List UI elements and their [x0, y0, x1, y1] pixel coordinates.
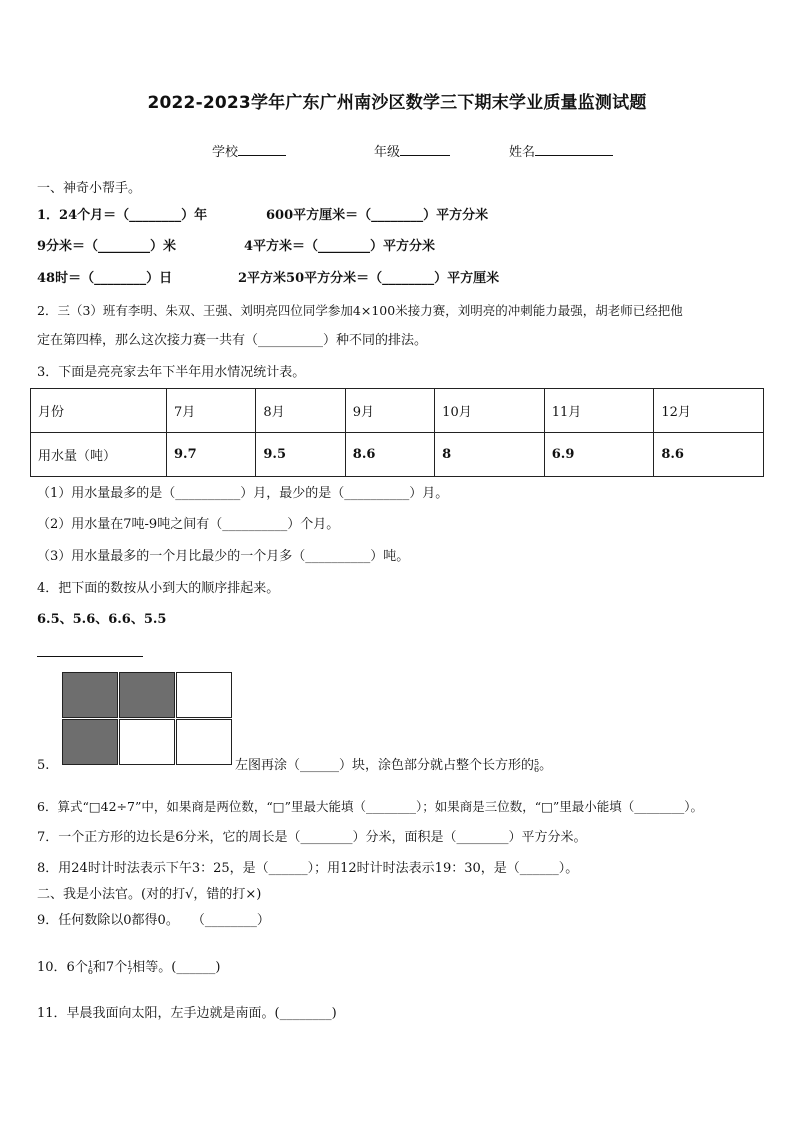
table-cell-value: 6.9 [544, 433, 654, 477]
fraction-numerator: 1 [87, 959, 93, 969]
q10-part-a: 10．6个 [37, 960, 88, 975]
table-row [31, 433, 764, 477]
grade-label: 年级 [374, 145, 401, 160]
school-label: 学校 [212, 145, 239, 160]
q6-text: 6．算式“□42÷7”中，如果商是两位数，“□”里最大能填（________）；如果商是三位数，“□”里最小能填（________）。 [37, 799, 704, 814]
table-cell-month: 7月 [167, 389, 256, 433]
name-input-line[interactable] [535, 143, 613, 156]
table-cell-month: 11月 [544, 389, 654, 433]
grid-cell-blank [176, 672, 232, 718]
table-cell-value: 8.6 [654, 433, 764, 477]
q4-answer-line[interactable] [37, 656, 143, 657]
q5-text-main: 左图再涂（______）块，涂色部分就占整个长方形的 [235, 758, 535, 773]
grid-cell-shaded [119, 672, 175, 718]
table-header-month: 月份 [31, 389, 167, 433]
q5-text [235, 757, 552, 775]
table-header-usage: 用水量（吨） [31, 433, 167, 477]
table-cell-month: 8月 [256, 389, 345, 433]
school-input-line[interactable] [238, 143, 286, 156]
grid-cell-shaded [62, 672, 118, 718]
table-cell-month: 10月 [435, 389, 545, 433]
section-1-heading: 一、神奇小帮手。 [37, 181, 142, 196]
q1-part-f: 2平方米50平方分米＝（________）平方厘米 [238, 271, 500, 286]
q8-text: 8．用24时计时法表示下午3：25，是（______）；用12时计时法表示19：30，是（______）。 [37, 861, 579, 876]
q10-part-c: 相等。(______) [132, 960, 221, 975]
table-cell-value: 9.5 [256, 433, 345, 477]
table-cell-value: 8.6 [345, 433, 434, 477]
q9-text: 9．任何数除以0都得0。 （________） [37, 913, 270, 928]
page-title: 2022-2023学年广东广州南沙区数学三下期末学业质量监测试题 [147, 93, 647, 113]
school-field [212, 141, 286, 160]
q2-line-1: 2．三（3）班有李明、朱双、王强、刘明亮四位同学参加4×100米接力赛，刘明亮的冲刺能力最强，胡老师已经把他 [37, 303, 683, 318]
water-usage-table [30, 388, 764, 477]
q10-text [37, 959, 220, 977]
fraction-numerator: 5 [534, 757, 540, 767]
name-label: 姓名 [509, 145, 536, 160]
grid-cell-shaded [62, 719, 118, 765]
fraction-denominator: 6 [534, 764, 540, 774]
name-field [509, 141, 613, 160]
q11-text: 11．早晨我面向太阳，左手边就是南面。(________) [37, 1006, 337, 1021]
grade-field [374, 141, 450, 160]
section-2-heading: 二、我是小法官。(对的打√，错的打×) [37, 887, 262, 902]
q3-sub-3: （3）用水量最多的一个月比最少的一个月多（__________）吨。 [37, 549, 410, 564]
table-cell-value: 8 [435, 433, 545, 477]
q10-part-b: 和7个 [92, 960, 128, 975]
q4-numbers: 6.5、5.6、6.6、5.5 [37, 612, 167, 627]
q3-intro: 3．下面是亮亮家去年下半年用水情况统计表。 [37, 365, 306, 380]
grid-cell-blank [176, 719, 232, 765]
q1-part-a: 1．24个月＝（________）年 [37, 208, 208, 223]
q3-sub-2: （2）用水量在7吨-9吨之间有（__________）个月。 [37, 517, 340, 532]
q2-line-2: 定在第四棒，那么这次接力赛一共有（__________）种不同的排法。 [37, 333, 428, 348]
grade-input-line[interactable] [400, 143, 450, 156]
q1-part-e: 48时＝（________）日 [37, 271, 173, 286]
q5-number: 5. [37, 758, 50, 773]
table-row [31, 389, 764, 433]
q3-sub-1: （1）用水量最多的是（__________）月，最少的是（__________）月。 [37, 486, 449, 501]
q7-text: 7．一个正方形的边长是6分米，它的周长是（________）分米，面积是（________）平方分米。 [37, 830, 587, 845]
q5-end: 。 [539, 758, 553, 773]
table-cell-month: 12月 [654, 389, 764, 433]
fraction-denominator: 6 [87, 966, 93, 976]
fraction-denominator: 7 [127, 966, 133, 976]
q1-part-c: 9分米＝（________）米 [37, 239, 177, 254]
q1-part-b: 600平方厘米＝（________）平方分米 [266, 208, 489, 223]
table-cell-month: 9月 [345, 389, 434, 433]
table-cell-value: 9.7 [167, 433, 256, 477]
fraction-numerator: 1 [127, 959, 133, 969]
q4-text: 4．把下面的数按从小到大的顺序排起来。 [37, 581, 280, 596]
q1-part-d: 4平方米＝（________）平方分米 [244, 239, 436, 254]
grid-cell-blank [119, 719, 175, 765]
